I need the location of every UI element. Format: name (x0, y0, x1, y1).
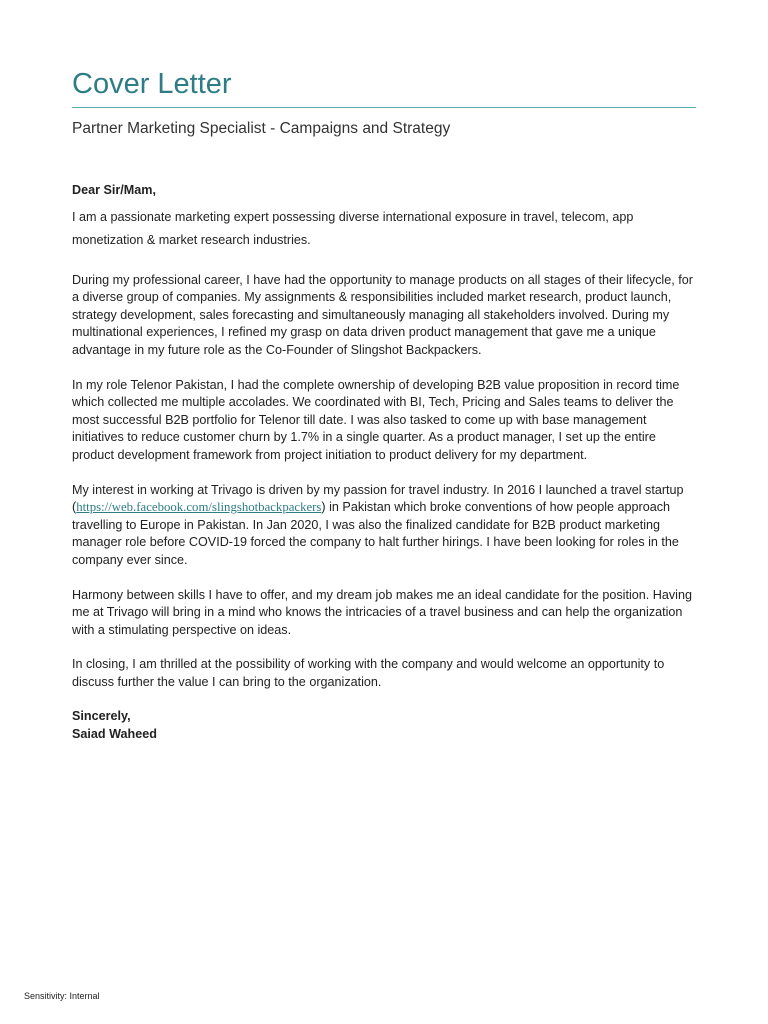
signature-name: Saiad Waheed (72, 727, 157, 742)
title-divider (72, 107, 696, 108)
paragraph-closing: In closing, I am thrilled at the possibility of working with the company and would welcome an opportunity to discuss further the value I can bring to the organization. (72, 657, 665, 689)
sensitivity-label: Sensitivity: Internal (24, 991, 100, 1001)
paragraph-harmony: Harmony between skills I have to offer, and my dream job makes me an ideal candidate for the position. Having me at Trivago will bring in a mind who knows the intricacies of a travel business and can help the organization with a stimulating perspective on ideas. (72, 587, 692, 637)
paragraph-trivago-text-end: ) in Pakistan which broke conventions of how people approach travelling to Europe in Pakistan. In Jan 2020, I was also the finalized candidate for B2B product marketing manager role before COVID-19 forced the company to halt further hirings. I have been looking for roles in the company ever since. (72, 500, 679, 567)
letter-body (72, 182, 696, 744)
paragraph-career: During my professional career, I have had the opportunity to manage products on all stages of their lifecycle, for a diverse group of companies. My assignments & responsibilities included market research, product launch, strategy development, sales forecasting and simultaneously managing all stakeholders involved. During my multinational experiences, I refined my grasp on data driven product management that gave me a unique advantage in my future role as the Co-Founder of Slingshot Backpackers. (72, 272, 693, 357)
document-title: Cover Letter (72, 68, 232, 100)
intro-paragraph: I am a passionate marketing expert possessing diverse international exposure in travel, telecom, app monetization & market research industries. (72, 209, 634, 248)
paragraph-trivago (72, 482, 696, 570)
document-subtitle: Partner Marketing Specialist - Campaigns and Strategy (72, 120, 451, 137)
salutation: Dear Sir/Mam, (72, 183, 156, 197)
closing-phrase: Sincerely, (72, 709, 131, 724)
paragraph-telenor: In my role Telenor Pakistan, I had the complete ownership of developing B2B value proposition in record time which collected me multiple accolades. We coordinated with BI, Tech, Pricing and Sales teams to deliver the most successful B2B portfolio for Telenor till date. I was also tasked to come up with base management initiatives to reduce customer churn by 1.7% in a single quarter. As a product manager, I set up the entire product development framework from project initiation to product delivery for my department. (72, 377, 680, 462)
facebook-link[interactable]: https://web.facebook.com/slingshotbackpackers (76, 500, 322, 515)
paragraph-trivago-text-start: My interest in working at Trivago is driven by my passion for travel industry. In 2016 I launched a travel startup ( (72, 482, 684, 515)
